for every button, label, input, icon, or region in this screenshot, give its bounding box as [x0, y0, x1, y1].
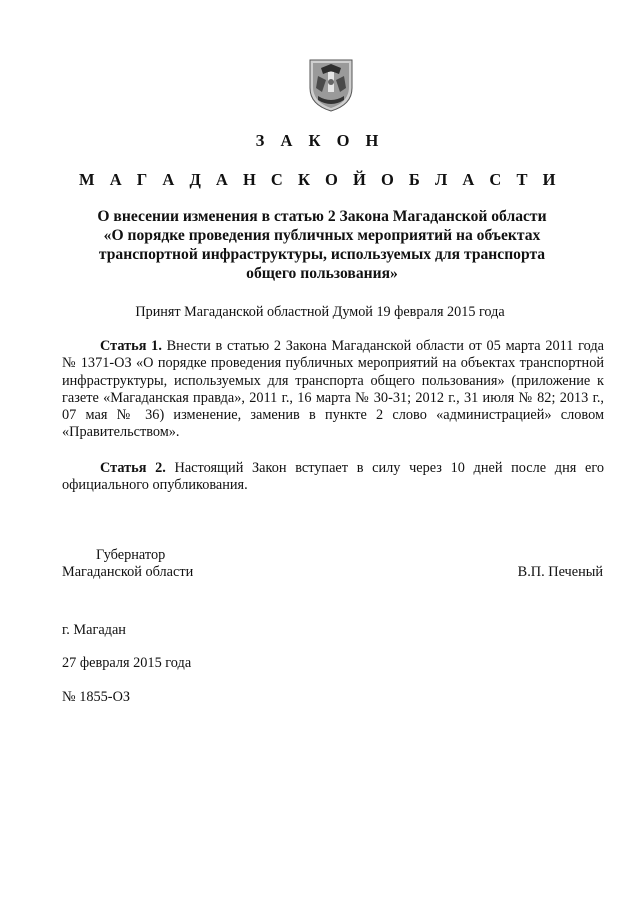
- law-number: № 1855-ОЗ: [62, 689, 131, 705]
- article-2: [62, 460, 604, 495]
- subject-line: транспортной инфраструктуры, используемых для транспорта: [98, 246, 546, 263]
- region-title: М А Г А Д А Н С К О Й О Б Л А С Т И: [79, 170, 561, 189]
- signatory-region: Магаданской области: [62, 564, 194, 580]
- coat-of-arms-icon: [306, 58, 356, 112]
- document-type-title: З А К О Н: [255, 131, 385, 150]
- article-text: Настоящий Закон вступает в силу через 10 дней после дня его официального опубликования.: [62, 460, 604, 494]
- article-text: Внести в статью 2 Закона Магаданской области от 05 марта 2011 года № 1371-ОЗ «О порядке проведения публичных мероприятий на объектах транспортной инфраструктуры, используемых для транспорта общего пользования» (приложение к газете «Магаданская правда», 2011 г., 16 марта № 30-31; 2012 г., 31 июля № 82; 2013 г., 07 мая № 36) изменение, заменив в пункте 2 слово «администрацией» словом «Правительством».: [62, 338, 604, 441]
- adoption-note: Принят Магаданской областной Думой 19 февраля 2015 года: [135, 304, 505, 320]
- article-1: [62, 338, 604, 442]
- article-label: Статья 2.: [100, 460, 166, 476]
- subject-line: О внесении изменения в статью 2 Закона Магаданской области: [97, 208, 547, 225]
- signing-date: 27 февраля 2015 года: [62, 655, 192, 671]
- law-subject: [80, 207, 564, 283]
- signatory-name: В.П. Печеный: [517, 564, 603, 580]
- signatory-position: Губернатор: [96, 547, 166, 563]
- subject-line: «О порядке проведения публичных мероприятий на объектах: [103, 227, 541, 244]
- article-label: Статья 1.: [100, 338, 162, 354]
- signing-city: г. Магадан: [62, 622, 126, 638]
- subject-line: общего пользования»: [246, 265, 398, 282]
